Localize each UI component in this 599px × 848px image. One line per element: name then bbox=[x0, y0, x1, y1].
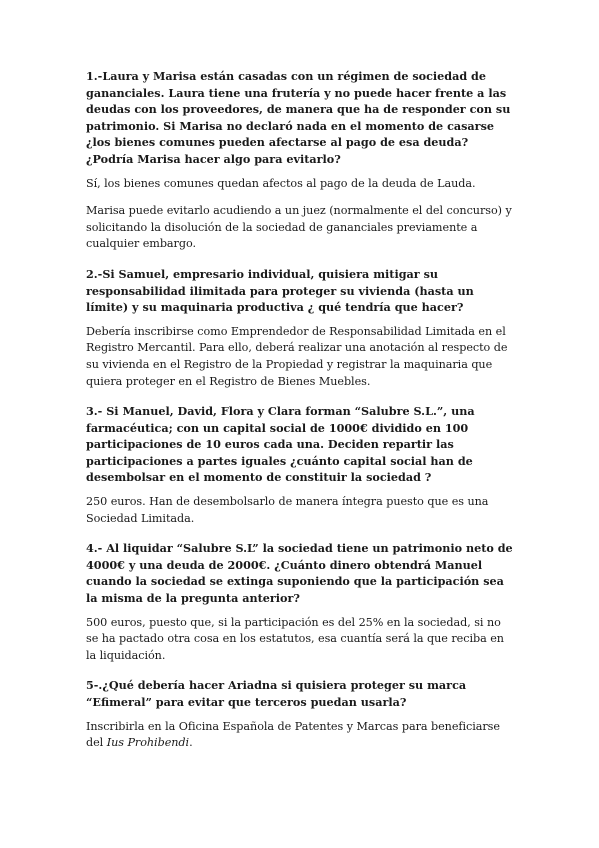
answer-5-end: . bbox=[189, 736, 193, 750]
question-2: 2.-Si Samuel, empresario individual, quisiera mitigar su responsabilidad ilimitada para proteger su vivienda (hasta un límite) y su maquinaria productiva ¿ qué tendría que hacer? bbox=[86, 266, 474, 315]
question-5: 5-.¿Qué debería hacer Ariadna si quisiera proteger su marca “Efimeral” para evitar que terceros puedan usarla? bbox=[86, 678, 467, 709]
answer-4: 500 euros, puesto que, si la participación es del 25% en la sociedad, si no se ha pactado otra cosa en los estatutos, esa cuantía será la que reciba en la liquidación. bbox=[86, 615, 504, 662]
question-3: 3.- Si Manuel, David, Flora y Clara forman “Salubre S.L.”, una farmacéutica; con un capital social de 1000€ dividido en 100 participaciones de 10 euros cada una. Deciden repartir las participaciones a partes iguales ¿cuánto capital social han de desembolsar en el momento de constituir la sociedad ? bbox=[86, 404, 475, 485]
question-1: 1.-Laura y Marisa están casadas con un régimen de sociedad de gananciales. Laura tiene una frutería y no puede hacer frente a las deudas con los proveedores, de manera que ha de responder con su patrimonio. Si Marisa no declaró nada en el momento de casarse ¿los bienes comunes pueden afectarse al pago de esa deuda? ¿Podría Marisa hacer algo para evitarlo? bbox=[86, 69, 511, 166]
answer-1a: Sí, los bienes comunes quedan afectos al pago de la deuda de Lauda. bbox=[86, 176, 476, 190]
answer-2: Debería inscribirse como Emprendedor de Responsabilidad Limitada en el Registro Mercantil. Para ello, deberá realizar una anotación al respecto de su vivienda en el Registro de la Propiedad y registrar la maquinaria que quiera proteger en el Registro de Bienes Muebles. bbox=[86, 324, 508, 388]
answer-3: 250 euros. Han de desembolsarlo de manera íntegra puesto que es una Sociedad Limitada. bbox=[86, 495, 489, 525]
answer-5 bbox=[86, 719, 515, 752]
question-4: 4.- Al liquidar “Salubre S.L” la sociedad tiene un patrimonio neto de 4000€ y una deuda de 2000€. ¿Cuánto dinero obtendrá Manuel cuando la sociedad se extinga suponiendo que la participación sea la misma de la pregunta anterior? bbox=[86, 541, 513, 606]
answer-1b: Marisa puede evitarlo acudiendo a un juez (normalmente el del concurso) y solicitando la disolución de la sociedad de gananciales previamente a cualquier embargo. bbox=[86, 204, 512, 251]
answer-5-italic-term: Ius Prohibendi bbox=[106, 736, 190, 750]
answer-5-text: Inscribirla en la Oficina Española de Patentes y Marcas para beneficiarse del bbox=[86, 719, 500, 750]
